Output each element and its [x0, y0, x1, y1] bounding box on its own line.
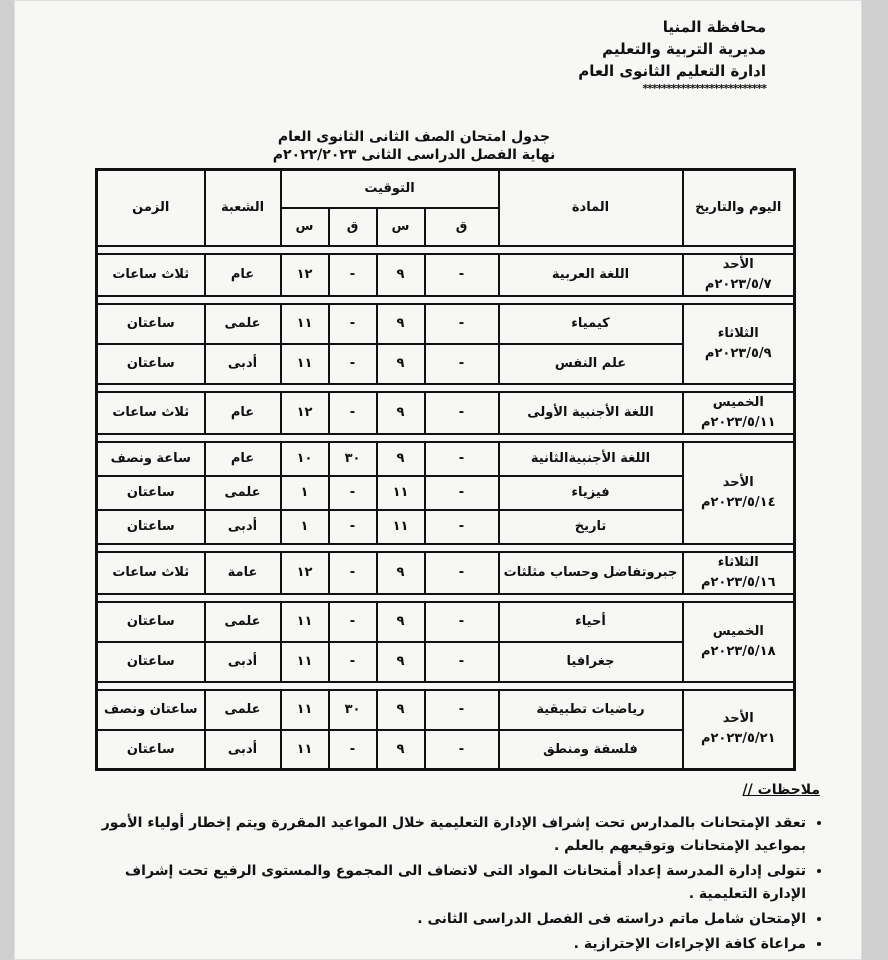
- branch-cell: عام: [205, 442, 281, 476]
- gap-cell: [97, 296, 795, 304]
- title-line-1: جدول امتحان الصف الثانى الثانوى العام: [277, 129, 551, 145]
- duration-cell: ساعتان: [97, 304, 205, 344]
- to-minute-cell: -: [329, 304, 377, 344]
- page-title: [254, 128, 574, 164]
- branch-cell: علمى: [205, 690, 281, 730]
- schedule-body: [97, 246, 795, 770]
- exam-date: ٢٠٢٣/٥/١٨م: [700, 643, 776, 659]
- to-hour-cell: ١١: [281, 730, 329, 770]
- row-gap: [97, 434, 795, 442]
- row-gap: [97, 384, 795, 392]
- day-date-cell: [683, 602, 795, 682]
- col-header-to-minute: ق: [329, 208, 377, 246]
- duration-cell: ثلاث ساعات: [97, 254, 205, 296]
- row-gap: [97, 296, 795, 304]
- gap-cell: [97, 246, 795, 254]
- notes-list: [86, 812, 828, 958]
- col-header-branch: الشعبة: [205, 170, 281, 246]
- exam-date: ٢٠٢٣/٥/١٤م: [700, 494, 776, 510]
- from-minute-cell: -: [425, 510, 499, 544]
- from-hour-cell: ٩: [377, 442, 425, 476]
- stars-divider: **************************: [642, 82, 766, 95]
- duration-cell: ساعة ونصف: [97, 442, 205, 476]
- to-hour-cell: ١٠: [281, 442, 329, 476]
- from-hour-cell: ٩: [377, 552, 425, 594]
- table-row: [97, 304, 795, 344]
- col-header-timing: التوقيت: [281, 170, 499, 208]
- subject-cell: اللغة الأجنبيةالثانية: [499, 442, 683, 476]
- branch-cell: أدبى: [205, 344, 281, 384]
- from-hour-cell: ٩: [377, 642, 425, 682]
- duration-cell: ثلاث ساعات: [97, 552, 205, 594]
- governorate-line: محافظة المنيا: [662, 18, 766, 36]
- day-name: الأحد: [722, 474, 754, 490]
- to-minute-cell: -: [329, 602, 377, 642]
- branch-cell: علمى: [205, 602, 281, 642]
- row-gap: [97, 594, 795, 602]
- from-hour-cell: ٩: [377, 344, 425, 384]
- subject-cell: علم النفس: [499, 344, 683, 384]
- subject-cell: جغرافيا: [499, 642, 683, 682]
- day-name: الثلاثاء: [717, 325, 759, 341]
- to-hour-cell: ١٢: [281, 552, 329, 594]
- to-minute-cell: -: [329, 552, 377, 594]
- subject-cell: فلسفة ومنطق: [499, 730, 683, 770]
- to-hour-cell: ١١: [281, 602, 329, 642]
- to-hour-cell: ١: [281, 510, 329, 544]
- from-minute-cell: -: [425, 690, 499, 730]
- to-minute-cell: -: [329, 642, 377, 682]
- subject-cell: كيمياء: [499, 304, 683, 344]
- from-hour-cell: ٩: [377, 304, 425, 344]
- duration-cell: ثلاث ساعات: [97, 392, 205, 434]
- from-minute-cell: -: [425, 642, 499, 682]
- from-hour-cell: ٩: [377, 392, 425, 434]
- day-name: الأحد: [722, 256, 754, 272]
- note-item: • مراعاة كافة الإجراءات الإحترازية .: [86, 933, 806, 956]
- day-name: الخميس: [712, 394, 764, 410]
- to-hour-cell: ١٢: [281, 254, 329, 296]
- table-row: [97, 690, 795, 730]
- table-row: [97, 602, 795, 642]
- to-minute-cell: -: [329, 392, 377, 434]
- from-minute-cell: -: [425, 344, 499, 384]
- to-minute-cell: ٣٠: [329, 690, 377, 730]
- to-hour-cell: ١١: [281, 690, 329, 730]
- from-minute-cell: -: [425, 476, 499, 510]
- title-line-2: نهاية الفصل الدراسى الثانى ٢٠٢٢/٢٠٢٣م: [272, 147, 556, 163]
- gap-cell: [97, 544, 795, 552]
- branch-cell: علمى: [205, 304, 281, 344]
- from-minute-cell: -: [425, 602, 499, 642]
- table-row: [97, 254, 795, 296]
- subject-cell: اللغة العربية: [499, 254, 683, 296]
- duration-cell: ساعتان: [97, 602, 205, 642]
- day-name: الثلاثاء: [717, 554, 759, 570]
- subject-cell: اللغة الأجنبية الأولى: [499, 392, 683, 434]
- subject-cell: أحياء: [499, 602, 683, 642]
- notes-title: ملاحظات //: [742, 782, 820, 798]
- from-minute-cell: -: [425, 304, 499, 344]
- to-minute-cell: -: [329, 344, 377, 384]
- branch-cell: أدبى: [205, 642, 281, 682]
- col-header-from-hour: س: [377, 208, 425, 246]
- branch-cell: علمى: [205, 476, 281, 510]
- duration-cell: ساعتان: [97, 510, 205, 544]
- exam-date: ٢٠٢٣/٥/١١م: [700, 414, 776, 430]
- gap-cell: [97, 434, 795, 442]
- to-minute-cell: -: [329, 254, 377, 296]
- day-name: الأحد: [722, 711, 754, 727]
- subject-cell: تاريخ: [499, 510, 683, 544]
- col-header-from-minute: ق: [425, 208, 499, 246]
- row-gap: [97, 682, 795, 690]
- exam-date: ٢٠٢٣/٥/١٦م: [700, 574, 776, 590]
- col-header-day: اليوم والتاريخ: [683, 170, 795, 246]
- gap-cell: [97, 594, 795, 602]
- duration-cell: ساعتان: [97, 730, 205, 770]
- branch-cell: أدبى: [205, 730, 281, 770]
- header-block: [578, 16, 766, 96]
- day-date-cell: [683, 304, 795, 384]
- subject-cell: رياضيات تطبيقية: [499, 690, 683, 730]
- from-hour-cell: ١١: [377, 510, 425, 544]
- gap-cell: [97, 682, 795, 690]
- day-date-cell: [683, 254, 795, 296]
- note-item: • الإمتحان شامل ماتم دراسته فى الفصل الدراسى الثانى .: [86, 908, 806, 931]
- administration-line: ادارة التعليم الثانوى العام: [578, 62, 766, 80]
- to-hour-cell: ١١: [281, 304, 329, 344]
- day-name: الخميس: [712, 623, 764, 639]
- from-minute-cell: -: [425, 730, 499, 770]
- to-minute-cell: -: [329, 510, 377, 544]
- to-hour-cell: ١١: [281, 642, 329, 682]
- day-date-cell: [683, 442, 795, 544]
- from-minute-cell: -: [425, 392, 499, 434]
- col-header-duration: الزمن: [97, 170, 205, 246]
- to-hour-cell: ١٢: [281, 392, 329, 434]
- branch-cell: عامة: [205, 552, 281, 594]
- branch-cell: عام: [205, 254, 281, 296]
- row-gap: [97, 544, 795, 552]
- branch-cell: عام: [205, 392, 281, 434]
- exam-schedule-table: [95, 168, 796, 771]
- subject-cell: جبروتفاضل وحساب مثلثات: [499, 552, 683, 594]
- from-hour-cell: ٩: [377, 690, 425, 730]
- note-item: • تعقد الإمتحانات بالمدارس تحت إشراف الإدارة التعليمية خلال المواعيد المقررة ويتم إخطار أولياء الأمور بمواعيد الإمتحانات وتوقيعهم بالعلم .: [86, 812, 806, 858]
- to-minute-cell: ٣٠: [329, 442, 377, 476]
- exam-date: ٢٠٢٣/٥/٢١م: [700, 731, 776, 747]
- duration-cell: ساعتان: [97, 642, 205, 682]
- duration-cell: ساعتان: [97, 344, 205, 384]
- from-minute-cell: -: [425, 552, 499, 594]
- day-date-cell: [683, 392, 795, 434]
- gap-cell: [97, 384, 795, 392]
- from-hour-cell: ١١: [377, 476, 425, 510]
- from-minute-cell: -: [425, 442, 499, 476]
- to-minute-cell: -: [329, 476, 377, 510]
- day-date-cell: [683, 552, 795, 594]
- day-date-cell: [683, 690, 795, 770]
- from-hour-cell: ٩: [377, 254, 425, 296]
- from-minute-cell: -: [425, 254, 499, 296]
- directorate-line: مديرية التربية والتعليم: [602, 40, 766, 58]
- from-hour-cell: ٩: [377, 602, 425, 642]
- row-gap: [97, 246, 795, 254]
- duration-cell: ساعتان: [97, 476, 205, 510]
- col-header-subject: المادة: [499, 170, 683, 246]
- subject-cell: فيزياء: [499, 476, 683, 510]
- table-row: [97, 442, 795, 476]
- branch-cell: أدبى: [205, 510, 281, 544]
- table-row: [97, 392, 795, 434]
- to-minute-cell: -: [329, 730, 377, 770]
- exam-date: ٢٠٢٣/٥/٩م: [704, 345, 772, 361]
- to-hour-cell: ١: [281, 476, 329, 510]
- duration-cell: ساعتان ونصف: [97, 690, 205, 730]
- to-hour-cell: ١١: [281, 344, 329, 384]
- from-hour-cell: ٩: [377, 730, 425, 770]
- note-item: • تتولى إدارة المدرسة إعداد أمتحانات المواد التى لاتضاف الى المجموع والمستوى الرفيع تحت إشراف الإدارة التعليمية .: [86, 860, 806, 906]
- exam-date: ٢٠٢٣/٥/٧م: [704, 276, 772, 292]
- col-header-to-hour: س: [281, 208, 329, 246]
- table-row: [97, 552, 795, 594]
